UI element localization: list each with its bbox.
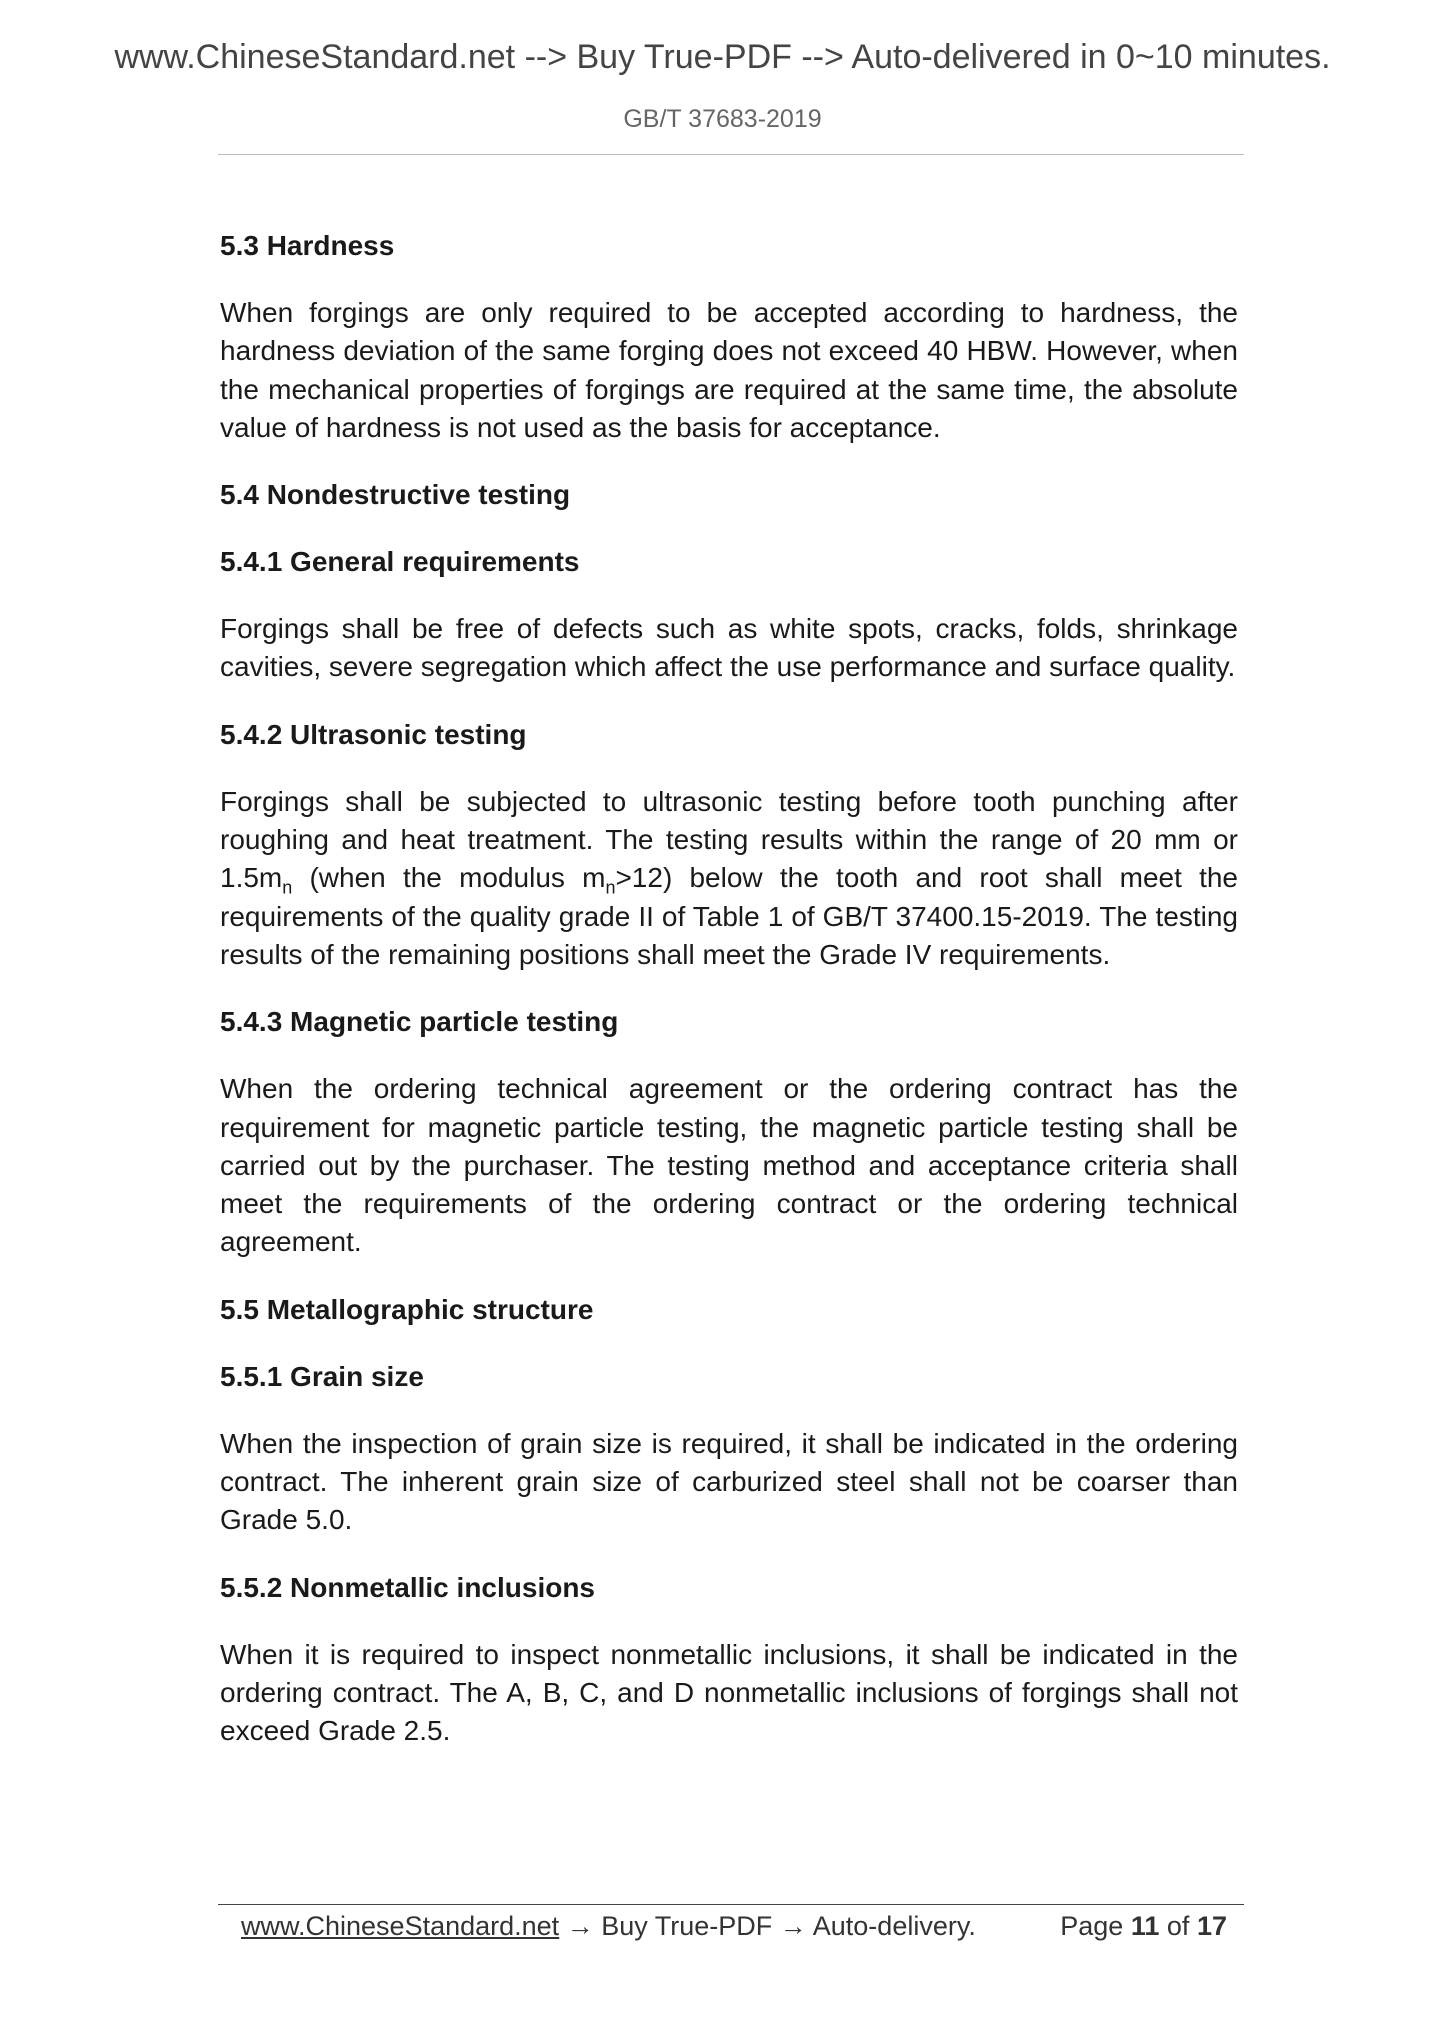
page-total: 17 <box>1196 1911 1227 1941</box>
section-5-4-1-text: Forgings shall be free of defects such as white spots, cracks, folds, shrinkage cavities, severe segregation which affect the use performance and surface quality. <box>220 613 1238 683</box>
ut-subscript-n: n <box>282 877 293 898</box>
section-5-5-heading: 5.5 Metallographic structure <box>220 1293 594 1325</box>
section-5-5-1-text: When the inspection of grain size is required, it shall be indicated in the ordering contract. The inherent grain size of carburized steel shall not be coarser than Grade 5.0. <box>220 1427 1238 1536</box>
document-body <box>220 227 1238 1780</box>
footer-promo <box>241 1906 976 1946</box>
footer-divider <box>218 1904 1244 1905</box>
header-divider <box>218 154 1244 155</box>
arrow-right-icon: → <box>772 1911 813 1941</box>
section-5-4-3-text: When the ordering technical agreement or the ordering contract has the requirement for magnetic particle testing, the magnetic particle testing shall be carried out by the purchaser. The testing method and acceptance criteria shall meet the requirements of the ordering contract or the ordering technical agreement. <box>220 1073 1238 1258</box>
standard-code: GB/T 37683-2019 <box>623 105 822 133</box>
section-5-5-2-text: When it is required to inspect nonmetallic inclusions, it shall be indicated in the ordering contract. The A, B, C, and D nonmetallic inclusions of forgings shall not exceed Grade 2.5. <box>220 1638 1238 1747</box>
page-counter <box>1060 1906 1227 1946</box>
section-5-4-1-heading: 5.4.1 General requirements <box>220 546 580 578</box>
section-5-3-heading: 5.3 Hardness <box>220 230 395 261</box>
ut-subscript-n-2: n <box>605 877 616 898</box>
of-label: of <box>1166 1911 1190 1941</box>
section-5-4-heading: 5.4 Nondestructive testing <box>220 479 571 511</box>
ut-text-part-b: (when the modulus m <box>292 862 606 894</box>
page-label: Page <box>1060 1911 1124 1941</box>
footer-buy-text: Buy True-PDF <box>601 1911 773 1941</box>
header-banner: www.ChineseStandard.net --> Buy True-PDF --> Auto-delivered in 0~10 minutes. <box>114 38 1331 76</box>
arrow-right-icon: → <box>559 1911 602 1941</box>
section-5-4-3-heading: 5.4.3 Magnetic particle testing <box>220 1006 619 1038</box>
footer-site-link[interactable]: www.ChineseStandard.net <box>241 1911 560 1941</box>
ut-text-part-c: >12) below the tooth and root shall meet the requirements of the quality grade II of Table 1 of GB/T 37400.15-2019. The testing results of the remaining positions shall meet the Grade IV requirements. <box>220 862 1238 970</box>
section-5-4-2-text <box>220 783 1238 974</box>
footer-delivery-text: Auto-delivery. <box>812 1911 976 1941</box>
ut-text-part-a: Forgings shall be subjected to ultrasonic testing before tooth punching after roughing and heat treatment. The testing results within the range of 20 mm or 1.5m <box>220 785 1238 894</box>
section-5-5-1-heading: 5.5.1 Grain size <box>220 1360 424 1392</box>
page-number: 11 <box>1130 1911 1160 1941</box>
section-5-4-2-heading: 5.4.2 Ultrasonic testing <box>220 718 527 750</box>
section-5-3-text: When forgings are only required to be accepted according to hardness, the hardness deviation of the same forging does not exceed 40 HBW. However, when the mechanical properties of forgings are required at the same time, the absolute value of hardness is not used as the basis for acceptance. <box>220 297 1238 443</box>
section-5-5-2-heading: 5.5.2 Nonmetallic inclusions <box>220 1571 596 1603</box>
